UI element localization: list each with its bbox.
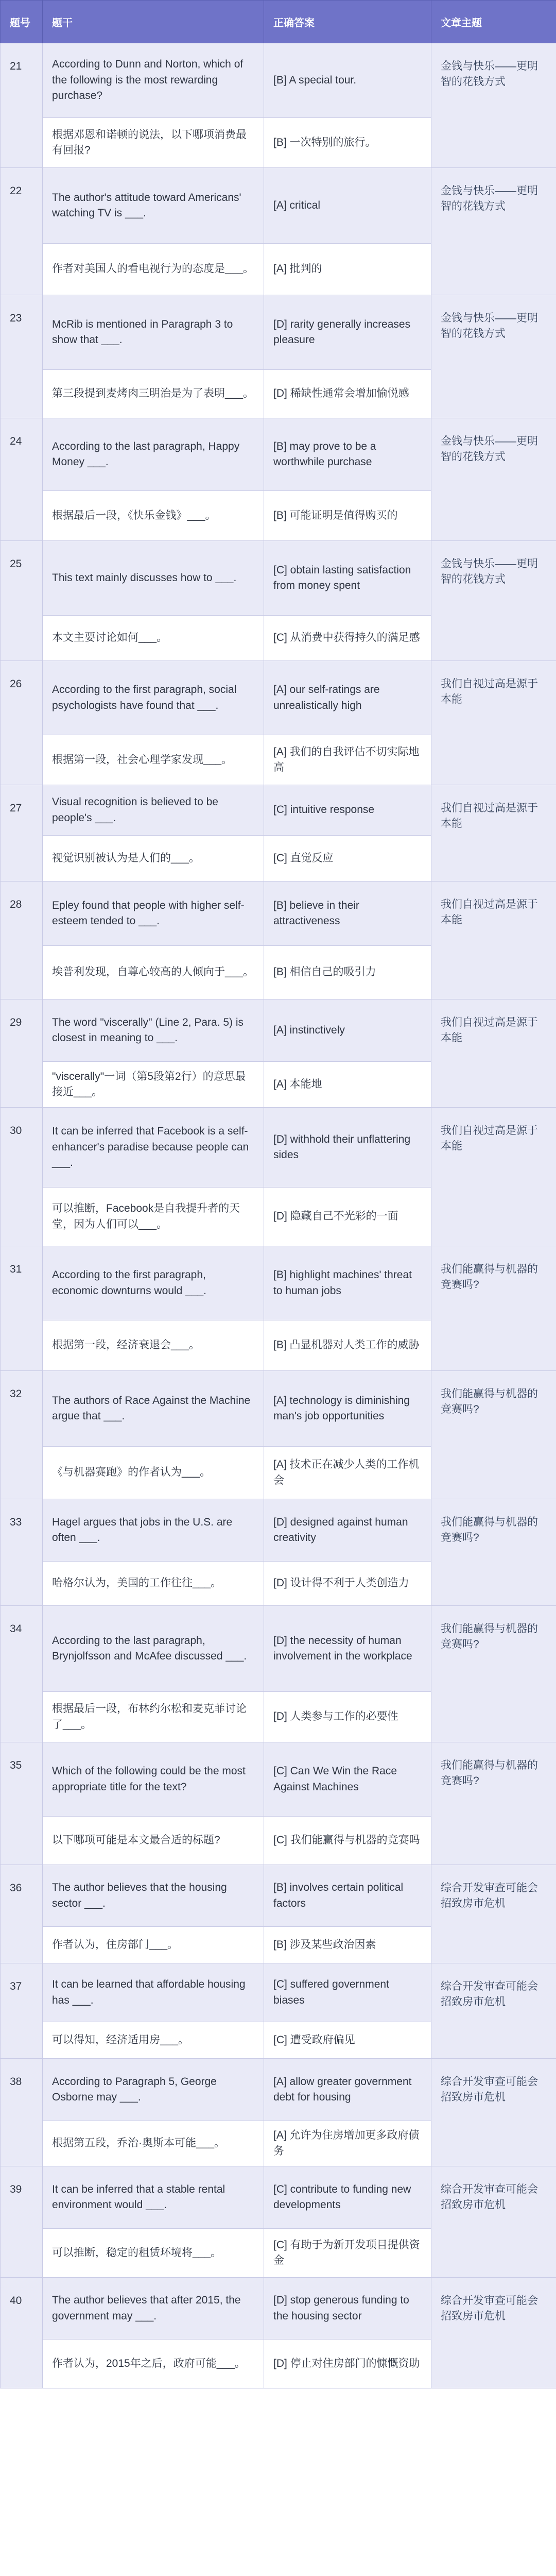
article-topic: 我们自视过高是源于本能 — [431, 661, 556, 785]
correct-answer: [B] highlight machines' threat to human jobs — [264, 1246, 431, 1320]
table-row — [1, 1108, 556, 1188]
question-stem-zh: 根据邓恩和诺顿的说法，以下哪项消费最有回报? — [43, 118, 264, 168]
correct-answer-zh: [C] 遭受政府偏见 — [264, 2022, 431, 2059]
question-number: 40 — [1, 2278, 43, 2388]
question-number: 31 — [1, 1246, 43, 1371]
table-body — [1, 43, 556, 2388]
correct-answer: [D] stop generous funding to the housing sector — [264, 2278, 431, 2340]
question-number: 36 — [1, 1865, 43, 1963]
question-stem: The author believes that after 2015, the government may ___. — [43, 2278, 264, 2340]
question-stem-zh: 可以得知，经济适用房___。 — [43, 2022, 264, 2059]
article-topic: 金钱与快乐——更明智的花钱方式 — [431, 295, 556, 418]
article-topic: 综合开发审查可能会招致房市危机 — [431, 2166, 556, 2278]
question-number: 33 — [1, 1499, 43, 1606]
correct-answer-zh: [C] 我们能赢得与机器的竞赛吗 — [264, 1817, 431, 1865]
correct-answer-zh: [A] 技术正在减少人类的工作机会 — [264, 1447, 431, 1499]
header-topic: 文章主题 — [431, 1, 556, 43]
header-stem: 题干 — [43, 1, 264, 43]
question-stem-zh: 以下哪项可能是本文最合适的标题? — [43, 1817, 264, 1865]
correct-answer: [D] withhold their unflattering sides — [264, 1108, 431, 1188]
question-stem: It can be inferred that Facebook is a self-enhancer's paradise because people can ___. — [43, 1108, 264, 1188]
table-row — [1, 999, 556, 1062]
header-answer: 正确答案 — [264, 1, 431, 43]
article-topic: 我们自视过高是源于本能 — [431, 882, 556, 999]
table-row — [1, 661, 556, 735]
question-number: 21 — [1, 43, 43, 168]
question-stem-zh: 根据第一段，经济衰退会___。 — [43, 1320, 264, 1371]
article-topic: 金钱与快乐——更明智的花钱方式 — [431, 43, 556, 168]
correct-answer: [A] critical — [264, 168, 431, 244]
article-topic: 我们自视过高是源于本能 — [431, 785, 556, 882]
article-topic: 金钱与快乐——更明智的花钱方式 — [431, 541, 556, 661]
question-number: 27 — [1, 785, 43, 882]
question-stem-zh: 视觉识别被认为是人们的___。 — [43, 836, 264, 882]
question-stem-zh: "viscerally"一词（第5段第2行）的意思最接近___。 — [43, 1062, 264, 1108]
question-number: 23 — [1, 295, 43, 418]
article-topic: 我们自视过高是源于本能 — [431, 1108, 556, 1246]
question-stem-zh: 根据第一段，社会心理学家发现___。 — [43, 735, 264, 785]
correct-answer-zh: [D] 停止对住房部门的慷慨资助 — [264, 2340, 431, 2388]
table-row — [1, 1606, 556, 1692]
correct-answer: [D] rarity generally increases pleasure — [264, 295, 431, 370]
correct-answer: [A] our self-ratings are unrealistically high — [264, 661, 431, 735]
correct-answer-zh: [C] 直觉反应 — [264, 836, 431, 882]
article-topic: 我们能赢得与机器的竞赛吗? — [431, 1606, 556, 1742]
question-stem-zh: 《与机器赛跑》的作者认为___。 — [43, 1447, 264, 1499]
question-stem: The authors of Race Against the Machine argue that ___. — [43, 1371, 264, 1447]
correct-answer-zh: [D] 隐藏自己不光彩的一面 — [264, 1188, 431, 1246]
article-topic: 我们能赢得与机器的竞赛吗? — [431, 1371, 556, 1499]
question-stem-zh: 根据最后一段，《快乐金钱》___。 — [43, 491, 264, 541]
correct-answer: [A] technology is diminishing man's job opportunities — [264, 1371, 431, 1447]
correct-answer-zh: [D] 人类参与工作的必要性 — [264, 1692, 431, 1742]
correct-answer-zh: [A] 允许为住房增加更多政府债务 — [264, 2121, 431, 2166]
question-stem: Visual recognition is believed to be people's ___. — [43, 785, 264, 836]
article-topic: 综合开发审查可能会招致房市危机 — [431, 2059, 556, 2166]
question-stem-zh: 第三段提到麦烤肉三明治是为了表明___。 — [43, 370, 264, 418]
correct-answer-zh: [C] 有助于为新开发项目提供资金 — [264, 2229, 431, 2278]
question-stem: According to Dunn and Norton, which of the following is the most rewarding purchase? — [43, 43, 264, 118]
correct-answer: [A] allow greater government debt for housing — [264, 2059, 431, 2121]
table-row — [1, 43, 556, 118]
question-number: 35 — [1, 1742, 43, 1865]
table-row — [1, 1499, 556, 1562]
correct-answer: [C] suffered government biases — [264, 1963, 431, 2022]
table-row — [1, 295, 556, 370]
table-row — [1, 1371, 556, 1447]
question-stem-zh: 作者认为，2015年之后，政府可能___。 — [43, 2340, 264, 2388]
article-topic: 综合开发审查可能会招致房市危机 — [431, 1865, 556, 1963]
question-stem: McRib is mentioned in Paragraph 3 to show that ___. — [43, 295, 264, 370]
question-number: 34 — [1, 1606, 43, 1742]
question-number: 37 — [1, 1963, 43, 2059]
correct-answer: [B] involves certain political factors — [264, 1865, 431, 1927]
table-row — [1, 168, 556, 244]
question-stem-zh: 作者认为，住房部门___。 — [43, 1927, 264, 1963]
question-stem-zh: 可以推断，稳定的租赁环境将___。 — [43, 2229, 264, 2278]
correct-answer-zh: [A] 本能地 — [264, 1062, 431, 1108]
correct-answer-zh: [B] 相信自己的吸引力 — [264, 946, 431, 999]
article-topic: 金钱与快乐——更明智的花钱方式 — [431, 168, 556, 295]
question-stem: According to the first paragraph, economic downturns would ___. — [43, 1246, 264, 1320]
table-row — [1, 1246, 556, 1320]
table-row — [1, 418, 556, 491]
question-number: 26 — [1, 661, 43, 785]
question-stem-zh: 埃普利发现，自尊心较高的人倾向于___。 — [43, 946, 264, 999]
correct-answer: [C] intuitive response — [264, 785, 431, 836]
question-stem-zh: 哈格尔认为，美国的工作往往___。 — [43, 1562, 264, 1606]
question-number: 30 — [1, 1108, 43, 1246]
correct-answer: [A] instinctively — [264, 999, 431, 1062]
table-row — [1, 1865, 556, 1927]
correct-answer-zh: [B] 涉及某些政治因素 — [264, 1927, 431, 1963]
correct-answer-zh: [D] 设计得不利于人类创造力 — [264, 1562, 431, 1606]
correct-answer: [C] obtain lasting satisfaction from money spent — [264, 541, 431, 616]
question-stem-zh: 根据第五段，乔治·奥斯本可能___。 — [43, 2121, 264, 2166]
table-row — [1, 2278, 556, 2340]
question-stem: It can be inferred that a stable rental environment would ___. — [43, 2166, 264, 2229]
correct-answer-zh: [A] 批判的 — [264, 244, 431, 295]
article-topic: 我们能赢得与机器的竞赛吗? — [431, 1246, 556, 1371]
question-number: 38 — [1, 2059, 43, 2166]
question-stem-zh: 根据最后一段，布林约尔松和麦克菲讨论了___。 — [43, 1692, 264, 1742]
correct-answer: [D] the necessity of human involvement in the workplace — [264, 1606, 431, 1692]
correct-answer-zh: [A] 我们的自我评估不切实际地高 — [264, 735, 431, 785]
correct-answer: [C] contribute to funding new developments — [264, 2166, 431, 2229]
question-number: 32 — [1, 1371, 43, 1499]
table-row — [1, 785, 556, 836]
question-stem: The author believes that the housing sector ___. — [43, 1865, 264, 1927]
correct-answer-zh: [C] 从消费中获得持久的满足感 — [264, 616, 431, 661]
question-stem: According to the last paragraph, Happy Money ___. — [43, 418, 264, 491]
question-stem: The author's attitude toward Americans' watching TV is ___. — [43, 168, 264, 244]
header-num: 题号 — [1, 1, 43, 43]
article-topic: 我们能赢得与机器的竞赛吗? — [431, 1742, 556, 1865]
correct-answer: [B] believe in their attractiveness — [264, 882, 431, 946]
question-number: 24 — [1, 418, 43, 541]
question-number: 28 — [1, 882, 43, 999]
question-stem: According to the last paragraph, Brynjolfsson and McAfee discussed ___. — [43, 1606, 264, 1692]
correct-answer-zh: [B] 可能证明是值得购买的 — [264, 491, 431, 541]
correct-answer-zh: [B] 凸显机器对人类工作的威胁 — [264, 1320, 431, 1371]
question-stem: It can be learned that affordable housing has ___. — [43, 1963, 264, 2022]
table-row — [1, 1963, 556, 2022]
question-stem-zh: 作者对美国人的看电视行为的态度是___。 — [43, 244, 264, 295]
question-stem: Which of the following could be the most appropriate title for the text? — [43, 1742, 264, 1817]
correct-answer: [D] designed against human creativity — [264, 1499, 431, 1562]
question-stem: Hagel argues that jobs in the U.S. are often ___. — [43, 1499, 264, 1562]
table-header — [1, 1, 556, 43]
header-row — [1, 1, 556, 43]
correct-answer: [B] A special tour. — [264, 43, 431, 118]
article-topic: 我们自视过高是源于本能 — [431, 999, 556, 1108]
question-stem-zh: 本文主要讨论如何___。 — [43, 616, 264, 661]
table-row — [1, 541, 556, 616]
article-topic: 金钱与快乐——更明智的花钱方式 — [431, 418, 556, 541]
question-number: 39 — [1, 2166, 43, 2278]
article-topic: 综合开发审查可能会招致房市危机 — [431, 1963, 556, 2059]
question-stem: According to Paragraph 5, George Osborne may ___. — [43, 2059, 264, 2121]
question-stem: This text mainly discusses how to ___. — [43, 541, 264, 616]
correct-answer: [B] may prove to be a worthwhile purchase — [264, 418, 431, 491]
table-row — [1, 882, 556, 946]
question-stem: The word "viscerally" (Line 2, Para. 5) is closest in meaning to ___. — [43, 999, 264, 1062]
question-stem: Epley found that people with higher self-esteem tended to ___. — [43, 882, 264, 946]
question-number: 25 — [1, 541, 43, 661]
table-row — [1, 1742, 556, 1817]
question-stem: According to the first paragraph, social psychologists have found that ___. — [43, 661, 264, 735]
correct-answer-zh: [D] 稀缺性通常会增加愉悦感 — [264, 370, 431, 418]
correct-answer: [C] Can We Win the Race Against Machines — [264, 1742, 431, 1817]
table-row — [1, 2059, 556, 2121]
question-number: 22 — [1, 168, 43, 295]
question-stem-zh: 可以推断，Facebook是自我提升者的天堂，因为人们可以___。 — [43, 1188, 264, 1246]
article-topic: 我们能赢得与机器的竞赛吗? — [431, 1499, 556, 1606]
table-row — [1, 2166, 556, 2229]
correct-answer-zh: [B] 一次特别的旅行。 — [264, 118, 431, 168]
article-topic: 综合开发审查可能会招致房市危机 — [431, 2278, 556, 2388]
question-number: 29 — [1, 999, 43, 1108]
